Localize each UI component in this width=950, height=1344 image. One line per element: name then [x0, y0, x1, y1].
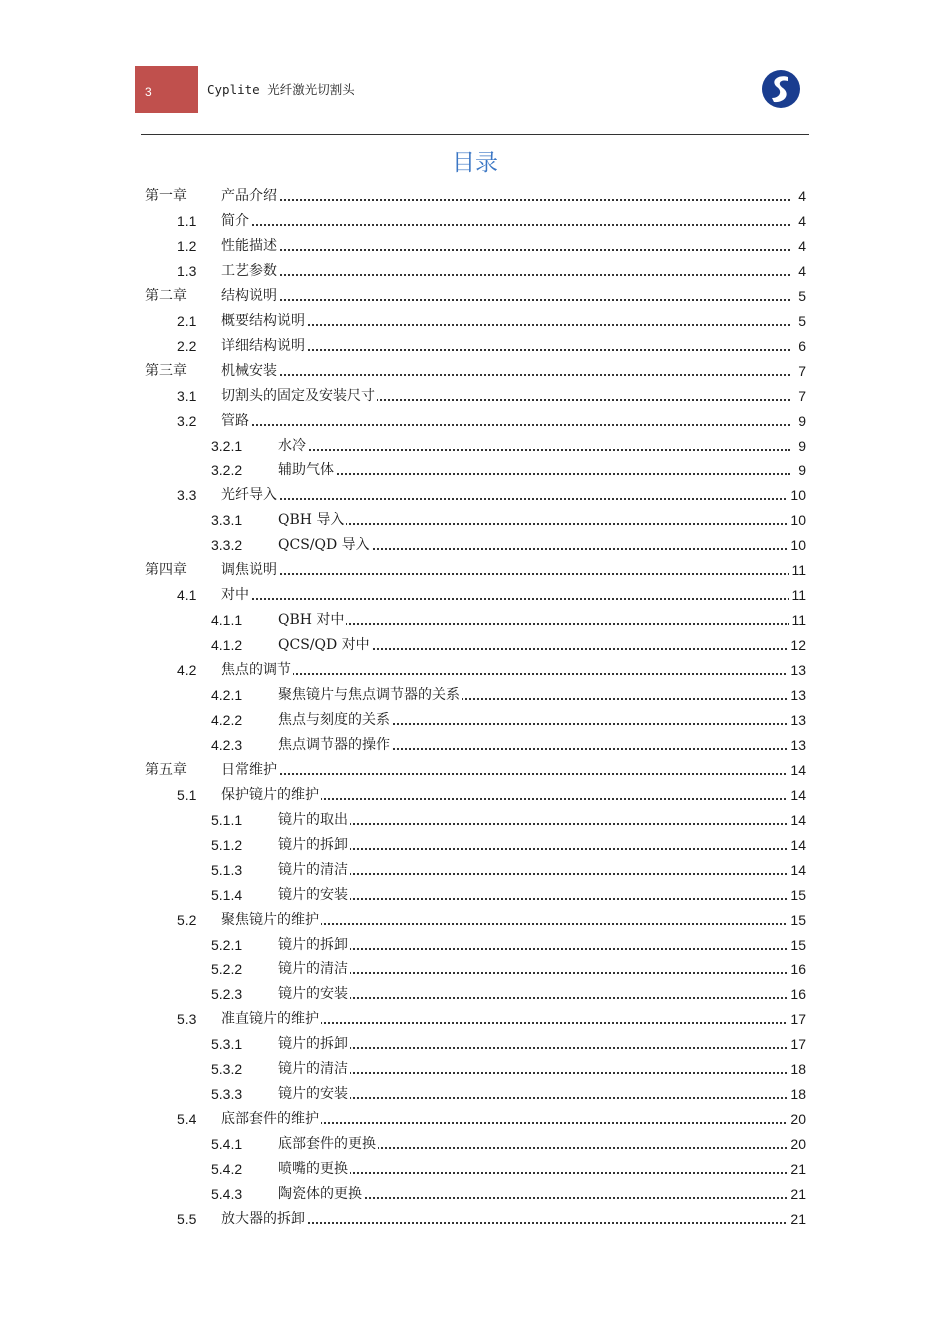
- toc-entry-number: 3.2.2: [211, 462, 243, 479]
- toc-entry-page: 21: [790, 1186, 806, 1202]
- toc-entry-title: 管路: [221, 412, 249, 429]
- toc-entry[interactable]: [0, 334, 950, 358]
- toc-dot-leader: [278, 623, 790, 625]
- toc-entry-page: 9: [798, 462, 806, 479]
- toc-entry-number: 5.4.1: [211, 1136, 243, 1153]
- toc-entry[interactable]: [0, 1082, 950, 1106]
- toc-entry-number: 3.3: [177, 487, 197, 504]
- toc-entry-page: 13: [790, 736, 806, 753]
- toc-entry[interactable]: [0, 833, 950, 857]
- toc-entry-title: 辅助气体: [278, 462, 334, 479]
- toc-dot-leader: [278, 948, 790, 950]
- toc-entry-title: 镜片的安装: [278, 986, 348, 1003]
- toc-entry[interactable]: [0, 908, 950, 932]
- toc-dot-leader: [221, 374, 790, 376]
- toc-entry-number: 2.1: [177, 312, 197, 329]
- toc-entry-title: QCS/QD 导入: [278, 537, 370, 554]
- toc-entry-number: 4.1.2: [211, 637, 243, 654]
- toc-entry-page: 9: [798, 437, 806, 454]
- toc-dot-leader: [221, 498, 790, 500]
- toc-entry-title: 陶瓷体的更换: [278, 1186, 362, 1202]
- toc-entry[interactable]: [0, 1057, 950, 1081]
- toc-entry-number: 5.3: [177, 1011, 197, 1028]
- toc-entry[interactable]: [0, 758, 950, 782]
- header-rule: [141, 134, 809, 135]
- toc-dot-leader: [221, 773, 790, 775]
- toc-dot-leader: [221, 274, 790, 276]
- toc-entry-title: 水冷: [278, 437, 306, 454]
- toc-entry[interactable]: [0, 209, 950, 233]
- toc-entry-title: 概要结构说明: [221, 312, 305, 329]
- toc-entry-number: 第五章: [145, 761, 187, 778]
- toc-entry-title: 调焦说明: [221, 562, 277, 579]
- toc-entry-title: 产品介绍: [221, 188, 277, 204]
- toc-entry-page: 10: [790, 487, 806, 504]
- toc-entry-number: 5.1.1: [211, 811, 243, 828]
- toc-dot-leader: [221, 673, 790, 675]
- toc-entry[interactable]: [0, 633, 950, 657]
- toc-entry-page: 13: [790, 711, 806, 728]
- toc-entry-title: 底部套件的维护: [221, 1111, 319, 1128]
- toc-entry-number: 第二章: [145, 287, 187, 304]
- toc-entry-number: 2.2: [177, 337, 197, 354]
- toc-entry[interactable]: [0, 708, 950, 732]
- toc-entry-title: 光纤导入: [221, 487, 277, 504]
- toc-entry-number: 3.1: [177, 387, 197, 404]
- toc-entry[interactable]: [0, 434, 950, 458]
- toc-entry[interactable]: [0, 533, 950, 557]
- toc-entry-page: 12: [790, 637, 806, 654]
- toc-entry-page: 14: [790, 761, 806, 778]
- toc-entry-page: 4: [798, 188, 806, 204]
- toc-entry-page: 4: [798, 237, 806, 254]
- toc-dot-leader: [221, 573, 790, 575]
- toc-entry-title: 切割头的固定及安装尺寸: [221, 387, 375, 404]
- toc-entry[interactable]: [0, 259, 950, 283]
- toc-entry-number: 5.2: [177, 911, 197, 928]
- toc-entry-title: 喷嘴的更换: [278, 1161, 348, 1178]
- toc-entry[interactable]: [0, 1182, 950, 1206]
- toc-entry-title: 焦点调节器的操作: [278, 736, 390, 753]
- toc-entry-title: 机械安装: [221, 362, 277, 379]
- toc-dot-leader: [278, 1072, 790, 1074]
- toc-entry-page: 4: [798, 262, 806, 279]
- toc-entry[interactable]: [0, 658, 950, 682]
- toc-entry-number: 4.2.1: [211, 687, 243, 703]
- toc-entry-title: 简介: [221, 212, 249, 229]
- toc-entry-number: 4.2: [177, 662, 197, 679]
- toc-entry[interactable]: [0, 933, 950, 957]
- toc-entry-page: 14: [790, 836, 806, 853]
- toc-entry[interactable]: [0, 1157, 950, 1181]
- toc-dot-leader: [278, 823, 790, 825]
- toc-entry-page: 5: [798, 287, 806, 304]
- toc-entry[interactable]: [0, 184, 950, 208]
- document-title: Cyplite 光纤激光切割头: [207, 82, 355, 97]
- toc-entry[interactable]: [0, 683, 950, 707]
- toc-entry-page: 15: [790, 886, 806, 903]
- page-number-badge: [135, 66, 198, 113]
- toc-entry-page: 13: [790, 687, 806, 703]
- toc-entry-page: 14: [790, 861, 806, 878]
- toc-entry-number: 5.2.3: [211, 986, 243, 1003]
- toc-entry-title: 结构说明: [221, 287, 277, 304]
- toc-entry-title: QCS/QD 对中: [278, 637, 370, 654]
- toc-entry-page: 11: [791, 587, 806, 604]
- toc-entry-title: 镜片的安装: [278, 886, 348, 903]
- toc-entry-title: 详细结构说明: [221, 337, 305, 354]
- toc-entry-page: 21: [790, 1161, 806, 1178]
- toc-entry-number: 4.2.2: [211, 711, 243, 728]
- toc-entry-number: 5.5: [177, 1210, 197, 1227]
- toc-entry-number: 5.3.3: [211, 1086, 243, 1103]
- toc-entry[interactable]: [0, 808, 950, 832]
- toc-entry[interactable]: [0, 1207, 950, 1231]
- toc-entry-number: 5.1.3: [211, 861, 243, 878]
- toc-entry[interactable]: [0, 1132, 950, 1156]
- toc-entry-number: 3.3.2: [211, 537, 243, 554]
- toc-entry-page: 7: [798, 387, 806, 404]
- toc-entry[interactable]: [0, 608, 950, 632]
- toc-entry-title: 焦点的调节: [221, 662, 291, 679]
- toc-dot-leader: [221, 424, 790, 426]
- toc-heading: 目录: [452, 150, 498, 176]
- toc-entry-title: 对中: [221, 587, 249, 604]
- toc-entry-page: 18: [790, 1086, 806, 1103]
- toc-entry[interactable]: [0, 558, 950, 582]
- toc-entry[interactable]: [0, 1007, 950, 1031]
- toc-entry-page: 15: [790, 911, 806, 928]
- toc-entry-page: 14: [790, 786, 806, 803]
- toc-entry-page: 20: [790, 1111, 806, 1128]
- toc-entry-number: 5.2.1: [211, 936, 243, 953]
- toc-dot-leader: [221, 224, 790, 226]
- toc-entry[interactable]: [0, 783, 950, 807]
- toc-entry-page: 21: [790, 1210, 806, 1227]
- toc-entry-number: 4.1.1: [211, 612, 243, 629]
- toc-dot-leader: [221, 249, 790, 251]
- toc-dot-leader: [278, 1172, 790, 1174]
- toc-entry-number: 4.1: [177, 587, 197, 604]
- toc-entry-title: 镜片的取出: [278, 811, 348, 828]
- toc-dot-leader: [221, 299, 790, 301]
- page-number: 3: [145, 85, 152, 99]
- toc-entry-number: 3.2: [177, 412, 197, 429]
- toc-entry-number: 5.2.2: [211, 961, 243, 978]
- toc-entry-number: 第四章: [145, 562, 187, 579]
- toc-dot-leader: [278, 997, 790, 999]
- toc-entry[interactable]: [0, 982, 950, 1006]
- toc-entry-title: 聚焦镜片与焦点调节器的关系: [278, 687, 460, 703]
- toc-entry-number: 5.4.2: [211, 1161, 243, 1178]
- toc-entry[interactable]: [0, 1032, 950, 1056]
- toc-entry-title: 镜片的清洁: [278, 1061, 348, 1078]
- toc-entry-title: 准直镜片的维护: [221, 1011, 319, 1028]
- toc-entry-number: 5.4.3: [211, 1186, 243, 1202]
- toc-entry[interactable]: [0, 733, 950, 757]
- toc-entry-page: 5: [798, 312, 806, 329]
- toc-entry-title: 镜片的安装: [278, 1086, 348, 1103]
- toc-entry-number: 5.4: [177, 1111, 197, 1128]
- toc-entry-page: 16: [790, 961, 806, 978]
- toc-entry-title: 工艺参数: [221, 262, 277, 279]
- toc-dot-leader: [278, 473, 790, 475]
- toc-entry-page: 20: [790, 1136, 806, 1153]
- toc-entry-page: 16: [790, 986, 806, 1003]
- toc-entry-page: 10: [790, 512, 806, 529]
- toc-entry-page: 17: [790, 1011, 806, 1028]
- toc-dot-leader: [278, 898, 790, 900]
- toc-entry-title: 底部套件的更换: [278, 1136, 376, 1153]
- toc-entry-number: 第一章: [145, 188, 187, 204]
- toc-entry[interactable]: [0, 384, 950, 408]
- toc-entry-number: 5.1.2: [211, 836, 243, 853]
- toc-dot-leader: [278, 449, 790, 451]
- toc-entry[interactable]: [0, 483, 950, 507]
- toc-entry-title: 焦点与刻度的关系: [278, 711, 390, 728]
- toc-dot-leader: [278, 972, 790, 974]
- toc-entry-number: 1.1: [177, 212, 197, 229]
- toc-entry-title: 性能描述: [221, 237, 277, 254]
- toc-entry-number: 4.2.3: [211, 736, 243, 753]
- toc-entry[interactable]: [0, 1107, 950, 1131]
- toc-entry-page: 7: [798, 362, 806, 379]
- toc-entry[interactable]: [0, 957, 950, 981]
- toc-entry[interactable]: [0, 858, 950, 882]
- toc-entry-page: 9: [798, 412, 806, 429]
- toc-entry-page: 10: [790, 537, 806, 554]
- toc-entry[interactable]: [0, 409, 950, 433]
- toc-entry-title: 日常维护: [221, 761, 277, 778]
- toc-entry-page: 15: [790, 936, 806, 953]
- toc-entry-title: 镜片的拆卸: [278, 1036, 348, 1053]
- toc-entry-page: 13: [790, 662, 806, 679]
- toc-entry-title: 镜片的清洁: [278, 861, 348, 878]
- toc-entry-number: 5.3.2: [211, 1061, 243, 1078]
- toc-entry-page: 18: [790, 1061, 806, 1078]
- toc-dot-leader: [278, 1047, 790, 1049]
- toc-entry-number: 第三章: [145, 362, 187, 379]
- toc-dot-leader: [278, 848, 790, 850]
- toc-dot-leader: [221, 199, 790, 201]
- toc-entry-page: 6: [798, 337, 806, 354]
- toc-entry-title: 镜片的清洁: [278, 961, 348, 978]
- toc-entry-page: 4: [798, 212, 806, 229]
- toc-dot-leader: [278, 873, 790, 875]
- toc-entry[interactable]: [0, 234, 950, 258]
- toc-entry[interactable]: [0, 508, 950, 532]
- toc-entry[interactable]: [0, 583, 950, 607]
- toc-entry-title: QBH 导入: [278, 512, 345, 529]
- toc-entry-page: 17: [790, 1036, 806, 1053]
- toc-entry-number: 5.3.1: [211, 1036, 243, 1053]
- toc-entry[interactable]: [0, 284, 950, 308]
- toc-entry-title: 镜片的拆卸: [278, 836, 348, 853]
- toc-entry-page: 11: [791, 612, 806, 629]
- toc-entry[interactable]: [0, 359, 950, 383]
- toc-entry-title: 聚焦镜片的维护: [221, 911, 319, 928]
- toc-entry-number: 3.2.1: [211, 437, 243, 454]
- toc-entry[interactable]: [0, 458, 950, 482]
- toc-entry-number: 5.1: [177, 786, 197, 803]
- toc-dot-leader: [278, 523, 790, 525]
- toc-dot-leader: [221, 598, 790, 600]
- toc-entry[interactable]: [0, 309, 950, 333]
- toc-entry-number: 5.1.4: [211, 886, 243, 903]
- toc-entry-title: 镜片的拆卸: [278, 936, 348, 953]
- toc-entry-title: QBH 对中: [278, 612, 345, 629]
- company-logo-icon: [760, 68, 802, 110]
- toc-entry-number: 1.2: [177, 237, 197, 254]
- toc-entry-page: 11: [791, 562, 806, 579]
- toc-entry-page: 14: [790, 811, 806, 828]
- toc-entry-number: 1.3: [177, 262, 197, 279]
- toc-entry-number: 3.3.1: [211, 512, 243, 529]
- toc-dot-leader: [278, 1097, 790, 1099]
- toc-entry-title: 放大器的拆卸: [221, 1210, 305, 1227]
- toc-entry-title: 保护镜片的维护: [221, 786, 319, 803]
- toc-entry[interactable]: [0, 883, 950, 907]
